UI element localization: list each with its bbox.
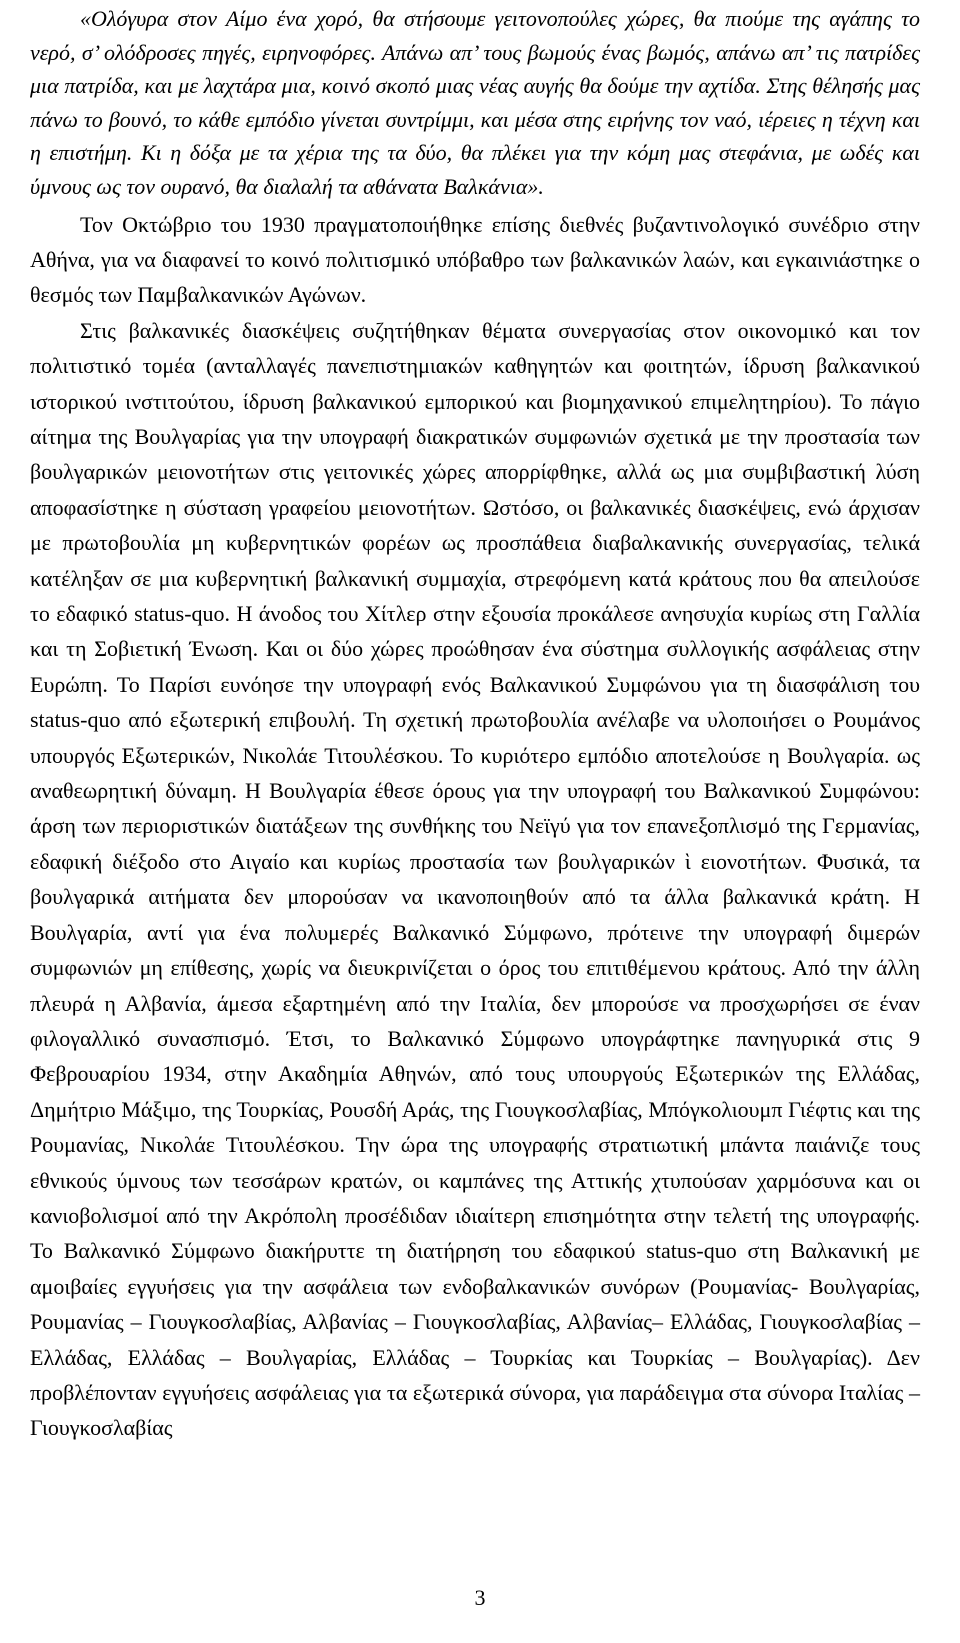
page-number: 3 [474,1585,486,1610]
balkan-conferences-paragraph: Στις βαλκανικές διασκέψεις συζητήθηκαν θέματα συνεργασίας στον οικονομικό και τον πολιτιστικό τομέα (ανταλλαγές πανεπιστημιακών καθηγητών και φοιτητών, ίδρυση βαλκανικού ιστορικού ινστιτούτου, ίδρυση βαλκανικού εμπορικού και βιομηχανικού επιμελητηρίου). Το πάγιο αίτημα της Βουλγαρίας για την υπογραφή διακρατικών συμφωνιών σχετικά με την προστασία των βουλγαρικών μειονοτήτων στις γειτονικές χώρες απορρίφθηκε, αλλά ως μια συμβιβαστική λύση αποφασίστηκε η σύσταση γραφείου μειονοτήτων. Ωστόσο, οι βαλκανικές διασκέψεις, ενώ άρχισαν με πρωτοβουλία μη κυβερνητικών φορέων ως προσπάθεια διαβαλκανικής συνεργασίας, τελικά κατέληξαν σε μια κυβερνητική βαλκανική συμμαχία, στρεφόμενη κατά κράτους που θα απειλούσε το εδαφικό status-quo. Η άνοδος του Χίτλερ στην εξουσία προκάλεσε ανησυχία κυρίως στη Γαλλία και τη Σοβιετική Ένωση. Και οι δύο χώρες προώθησαν ένα σύστημα συλλογικής ασφάλειας στην Ευρώπη. Το Παρίσι ευνόησε την υπογραφή ενός Βαλκανικού Συμφώνου για τη διασφάλιση του status-quo από εξωτερική επιβουλή. Τη σχετική πρωτοβουλία ανέλαβε να υλοποιήσει ο Ρουμάνος υπουργός Εξωτερικών, Νικολάε Τιτουλέσκου. Το κυριότερο εμπόδιο αποτελούσε η Βουλγαρία. ως αναθεωρητική δύναμη. Η Βουλγαρία έθεσε όρους για την υπογραφή του Βαλκανικού Συμφώνου: άρση των περιοριστικών διατάξεων της συνθήκης του Νεϊγύ για τον επανεξοπλισμό της Γερμανίας, εδαφική διέξοδο στο Αιγαίο και κυρίως προστασία των βουλγαρικών ὶ ειονοτήτων. Φυσικά, τα βουλγαρικά αιτήματα δεν μπορούσαν να ικανοποιηθούν από τα άλλα βαλκανικά κράτη. Η Βουλγαρία, αντί για ένα πολυμερές Βαλκανικό Σύμφωνο, πρότεινε την υπογραφή διμερών συμφωνιών μη επίθεσης, χωρίς να διευκρινίζεται ο όρος του επιτιθέμενου κράτους. Από την άλλη πλευρά η Αλβανία, άμεσα εξαρτημένη από την Ιταλία, δεν μπορούσε να προσχωρήσει σε έναν φιλογαλλικό συνασπισμό. Έτσι, το Βαλκανικό Σύμφωνο υπογράφτηκε πανηγυρικά στις 9 Φεβρουαρίου 1934, στην Ακαδημία Αθηνών, από τους υπουργούς Εξωτερικών της Ελλάδας, Δημήτριο Μάξιμο, της Τουρκίας, Ρουσδή Αράς, της Γιουγκοσλαβίας, Μπόγκολιουμπ Γιέφτις και της Ρουμανίας, Νικολάε Τιτουλέσκου. Την ώρα της υπογραφής στρατιωτική μπάντα παιάνιζε τους εθνικούς ύμνους των τεσσάρων κρατών, οι καμπάνες της Αττικής χτυπούσαν χαρμόσυνα και οι κανιοβολισμοί από την Ακρόπολη προσέδιδαν ιδιαίτερη επισημότητα στην τελετή της υπογραφής. Το Βαλκανικό Σύμφωνο διακήρυττε τη διατήρηση του εδαφικού status-quo στη Βαλκανική με αμοιβαίες εγγυήσεις για την ασφάλεια των ενδοβαλκανικών συνόρων (Ρουμανίας- Βουλγαρίας, Ρουμανίας – Γιουγκοσλαβίας, Αλβανίας – Γιουγκοσλαβίας, Αλβανίας– Ελλάδας, Γιουγκοσλαβίας – Ελλάδας, Ελλάδας – Βουλγαρίας, Ελλάδας – Τουρκίας και Τουρκίας – Βουλγαρίας). Δεν προβλέπονταν εγγυήσεις ασφάλειας για τα εξωτερικά σύνορα, για παράδειγμα στα σύνορα Ιταλίας – Γιουγκοσλαβίας [30,317,920,1441]
body-text [30,2,920,1446]
poem-quote-paragraph: «Ολόγυρα στον Αίμο ένα χορό, θα στήσουμε γειτονοπούλες χώρες, θα πιούμε της αγάπης το νερό, σ’ ολόδροσες πηγές, ειρηνοφόρες. Απάνω απ’ τους βωμούς ένας βωμός, απάνω απ’ τις πατρίδες μια πατρίδα, και με λαχτάρα μια, κοινό σκοπό μιας νέας αυγής θα δούμε την αχτίδα. Στης θέλησής μας πάνω το βουνό, το κάθε εμπόδιο γίνεται συντρίμμι, και μέσα στης ειρήνης τον ναό, ιέρειες η τέχνη και η επιστήμη. Κι η δόξα με τα χέρια της τα δύο, θα πλέκει για την κόμη μας στεφάνια, με ωδές και ύμνους ως τον ουρανό, θα διαλαλή τα αθάνατα Βαλκάνια». [30,6,920,199]
byzantine-congress-paragraph: Τον Οκτώβριο του 1930 πραγματοποιήθηκε επίσης διεθνές βυζαντινολογικό συνέδριο στην Αθήνα, για να διαφανεί το κοινό πολιτισμικό υπόβαθρο των βαλκανικών λαών, και εγκαινιάστηκε ο θεσμός των Παμβαλκανικών Αγώνων. [30,211,920,308]
